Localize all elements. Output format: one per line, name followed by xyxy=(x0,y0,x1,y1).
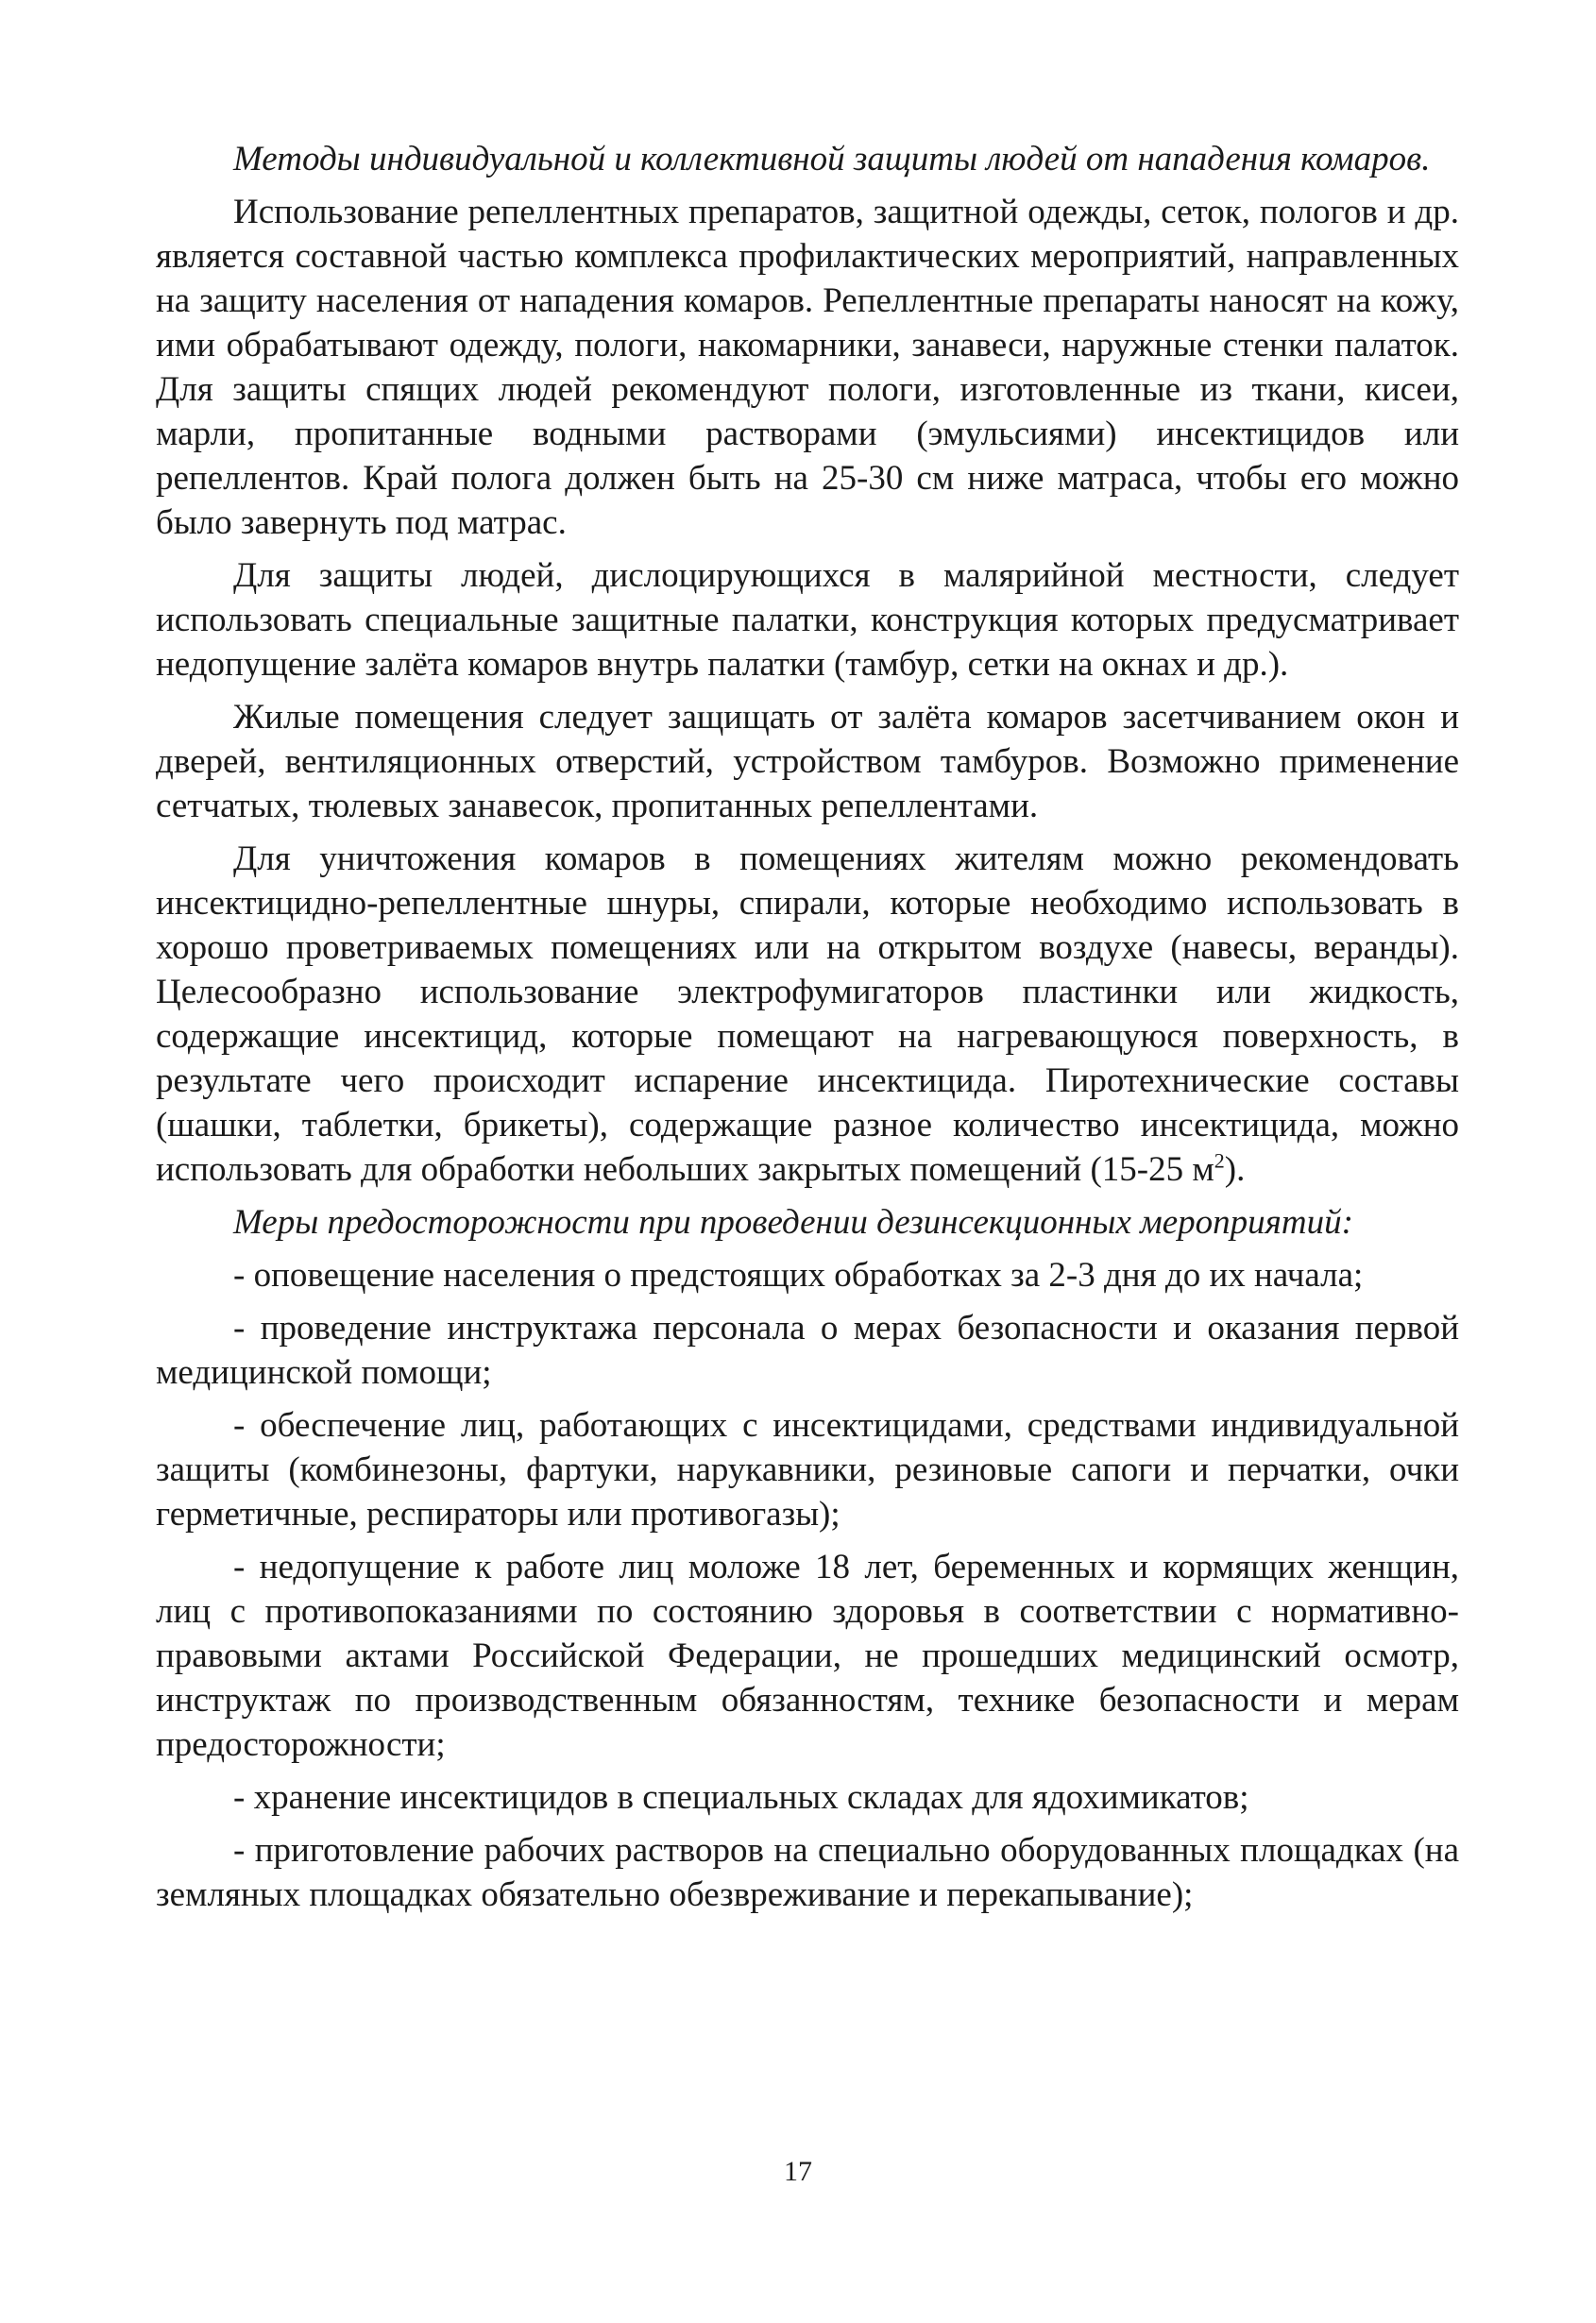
paragraph-indoor-control-end: ). xyxy=(1224,1150,1246,1189)
list-item: - недопущение к работе лиц моложе 18 лет, беременных и кормящих женщин, лиц с противопоказаниями по состоянию здоровья в соответствии с нормативно-правовыми актами Российской Федерации, не прошедших медицинский осмотр, инструктаж по производственным обязанностям, технике безопасности и мерам предосторожности; xyxy=(156,1548,1459,1764)
paragraph-indoor-control xyxy=(156,837,1459,1192)
section-heading-precautions: Меры предосторожности при проведении дезинсекционных мероприятий: xyxy=(233,1203,1353,1242)
page-number: 17 xyxy=(784,2156,812,2187)
list-item: - приготовление рабочих растворов на специально оборудованных площадках (на земляных площадках обязательно обезвреживание и перекапывание); xyxy=(156,1831,1459,1914)
list-item: - проведение инструктажа персонала о мерах безопасности и оказания первой медицинской помощи; xyxy=(156,1309,1459,1392)
superscript-square: 2 xyxy=(1214,1148,1225,1173)
list-item: - оповещение населения о предстоящих обработках за 2-3 дня до их начала; xyxy=(233,1256,1364,1295)
paragraph-dwellings: Жилые помещения следует защищать от залёта комаров засетчиванием окон и дверей, вентиляционных отверстий, устройством тамбуров. Возможно применение сетчатых, тюлевых занавесок, пропитанных репеллентами. xyxy=(156,698,1459,825)
paragraph-repellents: Использование репеллентных препаратов, защитной одежды, сеток, пологов и др. является составной частью комплекса профилактических мероприятий, направленных на защиту населения от нападения комаров. Репеллентные препараты наносят на кожу, ими обрабатывают одежду, пологи, накомарники, занавеси, наружные стенки палаток. Для защиты спящих людей рекомендуют пологи, изготовленные из ткани, кисеи, марли, пропитанные водными растворами (эмульсиями) инсектицидов или репеллентов. Край полога должен быть на 25-30 см ниже матраса, чтобы его можно было завернуть под матрас. xyxy=(156,193,1459,542)
list-item: - хранение инсектицидов в специальных складах для ядохимикатов; xyxy=(233,1778,1249,1817)
paragraph-indoor-control-text: Для уничтожения комаров в помещениях жителям можно рекомендовать инсектицидно-репеллентные шнуры, спирали, которые необходимо использовать в хорошо проветриваемых помещениях или на открытом воздухе (навесы, веранды). Целесообразно использование электрофумигаторов пластинки или жидкость, содержащие инсектицид, которые помещают на нагревающуюся поверхность, в результате чего происходит испарение инсектицида. Пиротехнические составы (шашки, таблетки, брикеты), содержащие разное количество инсектицида, можно использовать для обработки небольших закрытых помещений (15-25 м xyxy=(156,839,1459,1189)
paragraph-tents: Для защиты людей, дислоцирующихся в малярийной местности, следует использовать специальные защитные палатки, конструкция которых предусматривает недопущение залёта комаров внутрь палатки (тамбур, сетки на окнах и др.). xyxy=(156,556,1459,684)
page-body xyxy=(156,137,1459,1925)
section-heading-protection-methods: Методы индивидуальной и коллективной защиты людей от нападения комаров. xyxy=(233,140,1431,178)
list-item: - обеспечение лиц, работающих с инсектицидами, средствами индивидуальной защиты (комбинезоны, фартуки, нарукавники, резиновые сапоги и перчатки, очки герметичные, респираторы или противогазы); xyxy=(156,1406,1459,1534)
